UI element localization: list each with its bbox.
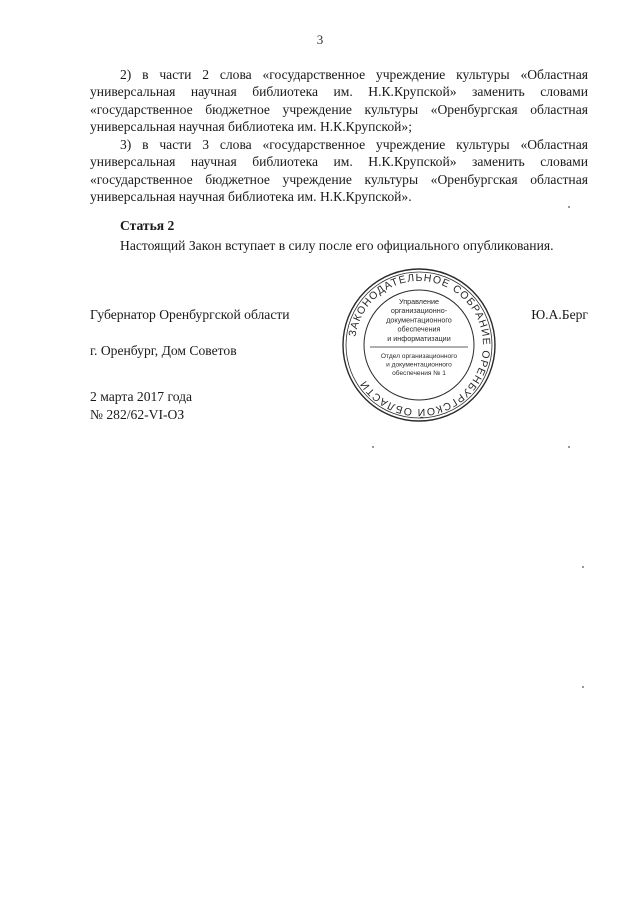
seal-bottom-line: и документационного: [386, 361, 452, 369]
signing-date: 2 марта 2017 года: [90, 389, 193, 404]
governor-title: Губернатор Оренбургской области: [90, 307, 290, 322]
paragraph-law-effect-text: Настоящий Закон вступает в силу после его официального опубликования.: [120, 238, 554, 253]
paragraph-item-2-text: 2) в части 2 слова «государственное учреждение культуры «Областная универсальная научная библиотека им. Н.К.Крупской» заменить словами «государственное бюджетное учреждение культуры «Оренбургская областная универсальная научная библиотека им. Н.К.Крупской»;: [90, 67, 588, 135]
seal-center-line: Управление: [399, 297, 439, 306]
seal-bottom-line: обеспечения № 1: [392, 369, 446, 377]
seal-center-line: обеспечения: [397, 324, 441, 334]
seal-ring-textpath: ЗАКОНОДАТЕЛЬНОЕ СОБРАНИЕ ОРЕНБУРГСКОЙ ОБЛАСТИ: [346, 271, 493, 419]
official-seal-icon: [340, 266, 498, 424]
paragraph-item-3: [90, 136, 588, 206]
governor-name: Ю.А.Берг: [531, 307, 588, 322]
paragraph-item-3-text: 3) в части 3 слова «государственное учреждение культуры «Областная универсальная научная библиотека им. Н.К.Крупской» заменить словами «государственное бюджетное учреждение культуры «Оренбургская областная универсальная научная библиотека им. Н.К.Крупской».: [90, 137, 588, 205]
page-number: 3: [316, 32, 324, 47]
seal-bottom-line: Отдел организационного: [380, 353, 458, 360]
seal-bottom-text: [381, 353, 458, 377]
paragraph-item-2: [90, 66, 588, 136]
article-title: Статья 2: [120, 218, 175, 233]
seal-center-line: и информатизации: [387, 333, 451, 343]
seal-center-text: [386, 297, 452, 343]
seal-center-line: документационного: [386, 315, 452, 325]
seal-center-line: организационно-: [390, 306, 448, 316]
paragraph-law-effect: [90, 237, 588, 254]
law-number: № 282/62-VI-ОЗ: [90, 407, 185, 422]
signing-place: г. Оренбург, Дом Советов: [90, 343, 237, 358]
